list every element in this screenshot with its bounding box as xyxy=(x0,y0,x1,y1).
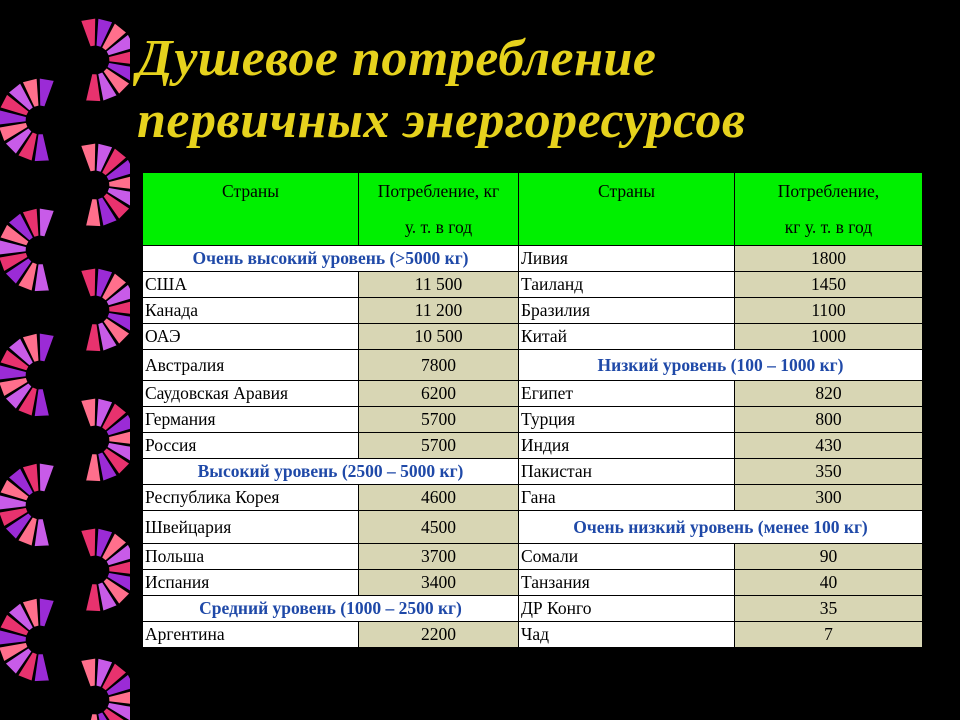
table-header-row xyxy=(143,173,923,246)
country-cell: Польша xyxy=(143,544,359,570)
category-very-low: Очень низкий уровень (менее 100 кг) xyxy=(519,511,923,544)
category-very-high: Очень высокий уровень (>5000 кг) xyxy=(143,246,519,272)
category-medium: Средний уровень (1000 – 2500 кг) xyxy=(143,596,519,622)
country-cell: Сомали xyxy=(519,544,735,570)
value-cell: 40 xyxy=(735,570,923,596)
table-row xyxy=(143,511,923,544)
country-cell: Пакистан xyxy=(519,459,735,485)
table-row xyxy=(143,298,923,324)
fan-wedge xyxy=(39,78,54,107)
value-cell: 820 xyxy=(735,381,923,407)
value-cell: 350 xyxy=(735,459,923,485)
value-cell: 11 500 xyxy=(359,272,519,298)
country-cell: Испания xyxy=(143,570,359,596)
value-cell: 4600 xyxy=(359,485,519,511)
table-row xyxy=(143,570,923,596)
value-cell: 800 xyxy=(735,407,923,433)
table-row xyxy=(143,246,923,272)
country-cell: Гана xyxy=(519,485,735,511)
table-row xyxy=(143,459,923,485)
value-cell: 1450 xyxy=(735,272,923,298)
value-cell: 11 200 xyxy=(359,298,519,324)
value-cell: 1000 xyxy=(735,324,923,350)
table-row xyxy=(143,381,923,407)
value-cell: 1800 xyxy=(735,246,923,272)
title-line-1: Душевое потребление xyxy=(137,30,657,87)
value-cell: 90 xyxy=(735,544,923,570)
slide-title xyxy=(137,28,746,152)
table-row xyxy=(143,272,923,298)
value-cell: 430 xyxy=(735,433,923,459)
fan-wedge xyxy=(81,658,96,687)
value-cell: 3700 xyxy=(359,544,519,570)
table-row xyxy=(143,596,923,622)
table-row xyxy=(143,433,923,459)
value-cell: 7 xyxy=(735,622,923,648)
value-cell: 5700 xyxy=(359,433,519,459)
category-high: Высокий уровень (2500 – 5000 кг) xyxy=(143,459,519,485)
title-line-2: первичных энергоресурсов xyxy=(137,92,746,149)
value-cell: 300 xyxy=(735,485,923,511)
country-cell: Чад xyxy=(519,622,735,648)
energy-consumption-table xyxy=(142,172,923,648)
country-cell: Индия xyxy=(519,433,735,459)
country-cell: Таиланд xyxy=(519,272,735,298)
country-cell: ОАЭ xyxy=(143,324,359,350)
country-cell: Турция xyxy=(519,407,735,433)
fan-wedge xyxy=(39,208,54,237)
country-cell: Австралия xyxy=(143,350,359,381)
value-cell: 7800 xyxy=(359,350,519,381)
header-consumption-left: Потребление, кг у. т. в год xyxy=(359,173,519,246)
value-cell: 1100 xyxy=(735,298,923,324)
swirl-fan-decoration-icon xyxy=(0,0,130,720)
country-cell: Ливия xyxy=(519,246,735,272)
fan-wedge xyxy=(81,528,96,557)
value-cell: 35 xyxy=(735,596,923,622)
table-row xyxy=(143,485,923,511)
value-cell: 6200 xyxy=(359,381,519,407)
country-cell: Бразилия xyxy=(519,298,735,324)
value-cell: 5700 xyxy=(359,407,519,433)
value-cell: 3400 xyxy=(359,570,519,596)
country-cell: Саудовская Аравия xyxy=(143,381,359,407)
header-consumption-right: Потребление, кг у. т. в год xyxy=(735,173,923,246)
fan-wedge xyxy=(81,143,96,172)
value-cell: 4500 xyxy=(359,511,519,544)
value-cell: 2200 xyxy=(359,622,519,648)
country-cell: Швейцария xyxy=(143,511,359,544)
fan-wedge xyxy=(39,463,54,492)
country-cell: Танзания xyxy=(519,570,735,596)
table-row xyxy=(143,407,923,433)
table-row xyxy=(143,622,923,648)
fan-wedge xyxy=(81,268,96,297)
fan-wedge xyxy=(81,18,96,47)
country-cell: США xyxy=(143,272,359,298)
value-cell: 10 500 xyxy=(359,324,519,350)
country-cell: Германия xyxy=(143,407,359,433)
fan-wedge xyxy=(39,598,54,627)
fan-wedge xyxy=(81,398,96,427)
table-row xyxy=(143,350,923,381)
country-cell: Китай xyxy=(519,324,735,350)
fan-wedge xyxy=(39,333,54,362)
category-low: Низкий уровень (100 – 1000 кг) xyxy=(519,350,923,381)
table-row xyxy=(143,324,923,350)
header-countries-left: Страны xyxy=(143,173,359,246)
country-cell: Канада xyxy=(143,298,359,324)
country-cell: Аргентина xyxy=(143,622,359,648)
country-cell: Египет xyxy=(519,381,735,407)
header-countries-right: Страны xyxy=(519,173,735,246)
country-cell: Республика Корея xyxy=(143,485,359,511)
country-cell: Россия xyxy=(143,433,359,459)
country-cell: ДР Конго xyxy=(519,596,735,622)
table-row xyxy=(143,544,923,570)
